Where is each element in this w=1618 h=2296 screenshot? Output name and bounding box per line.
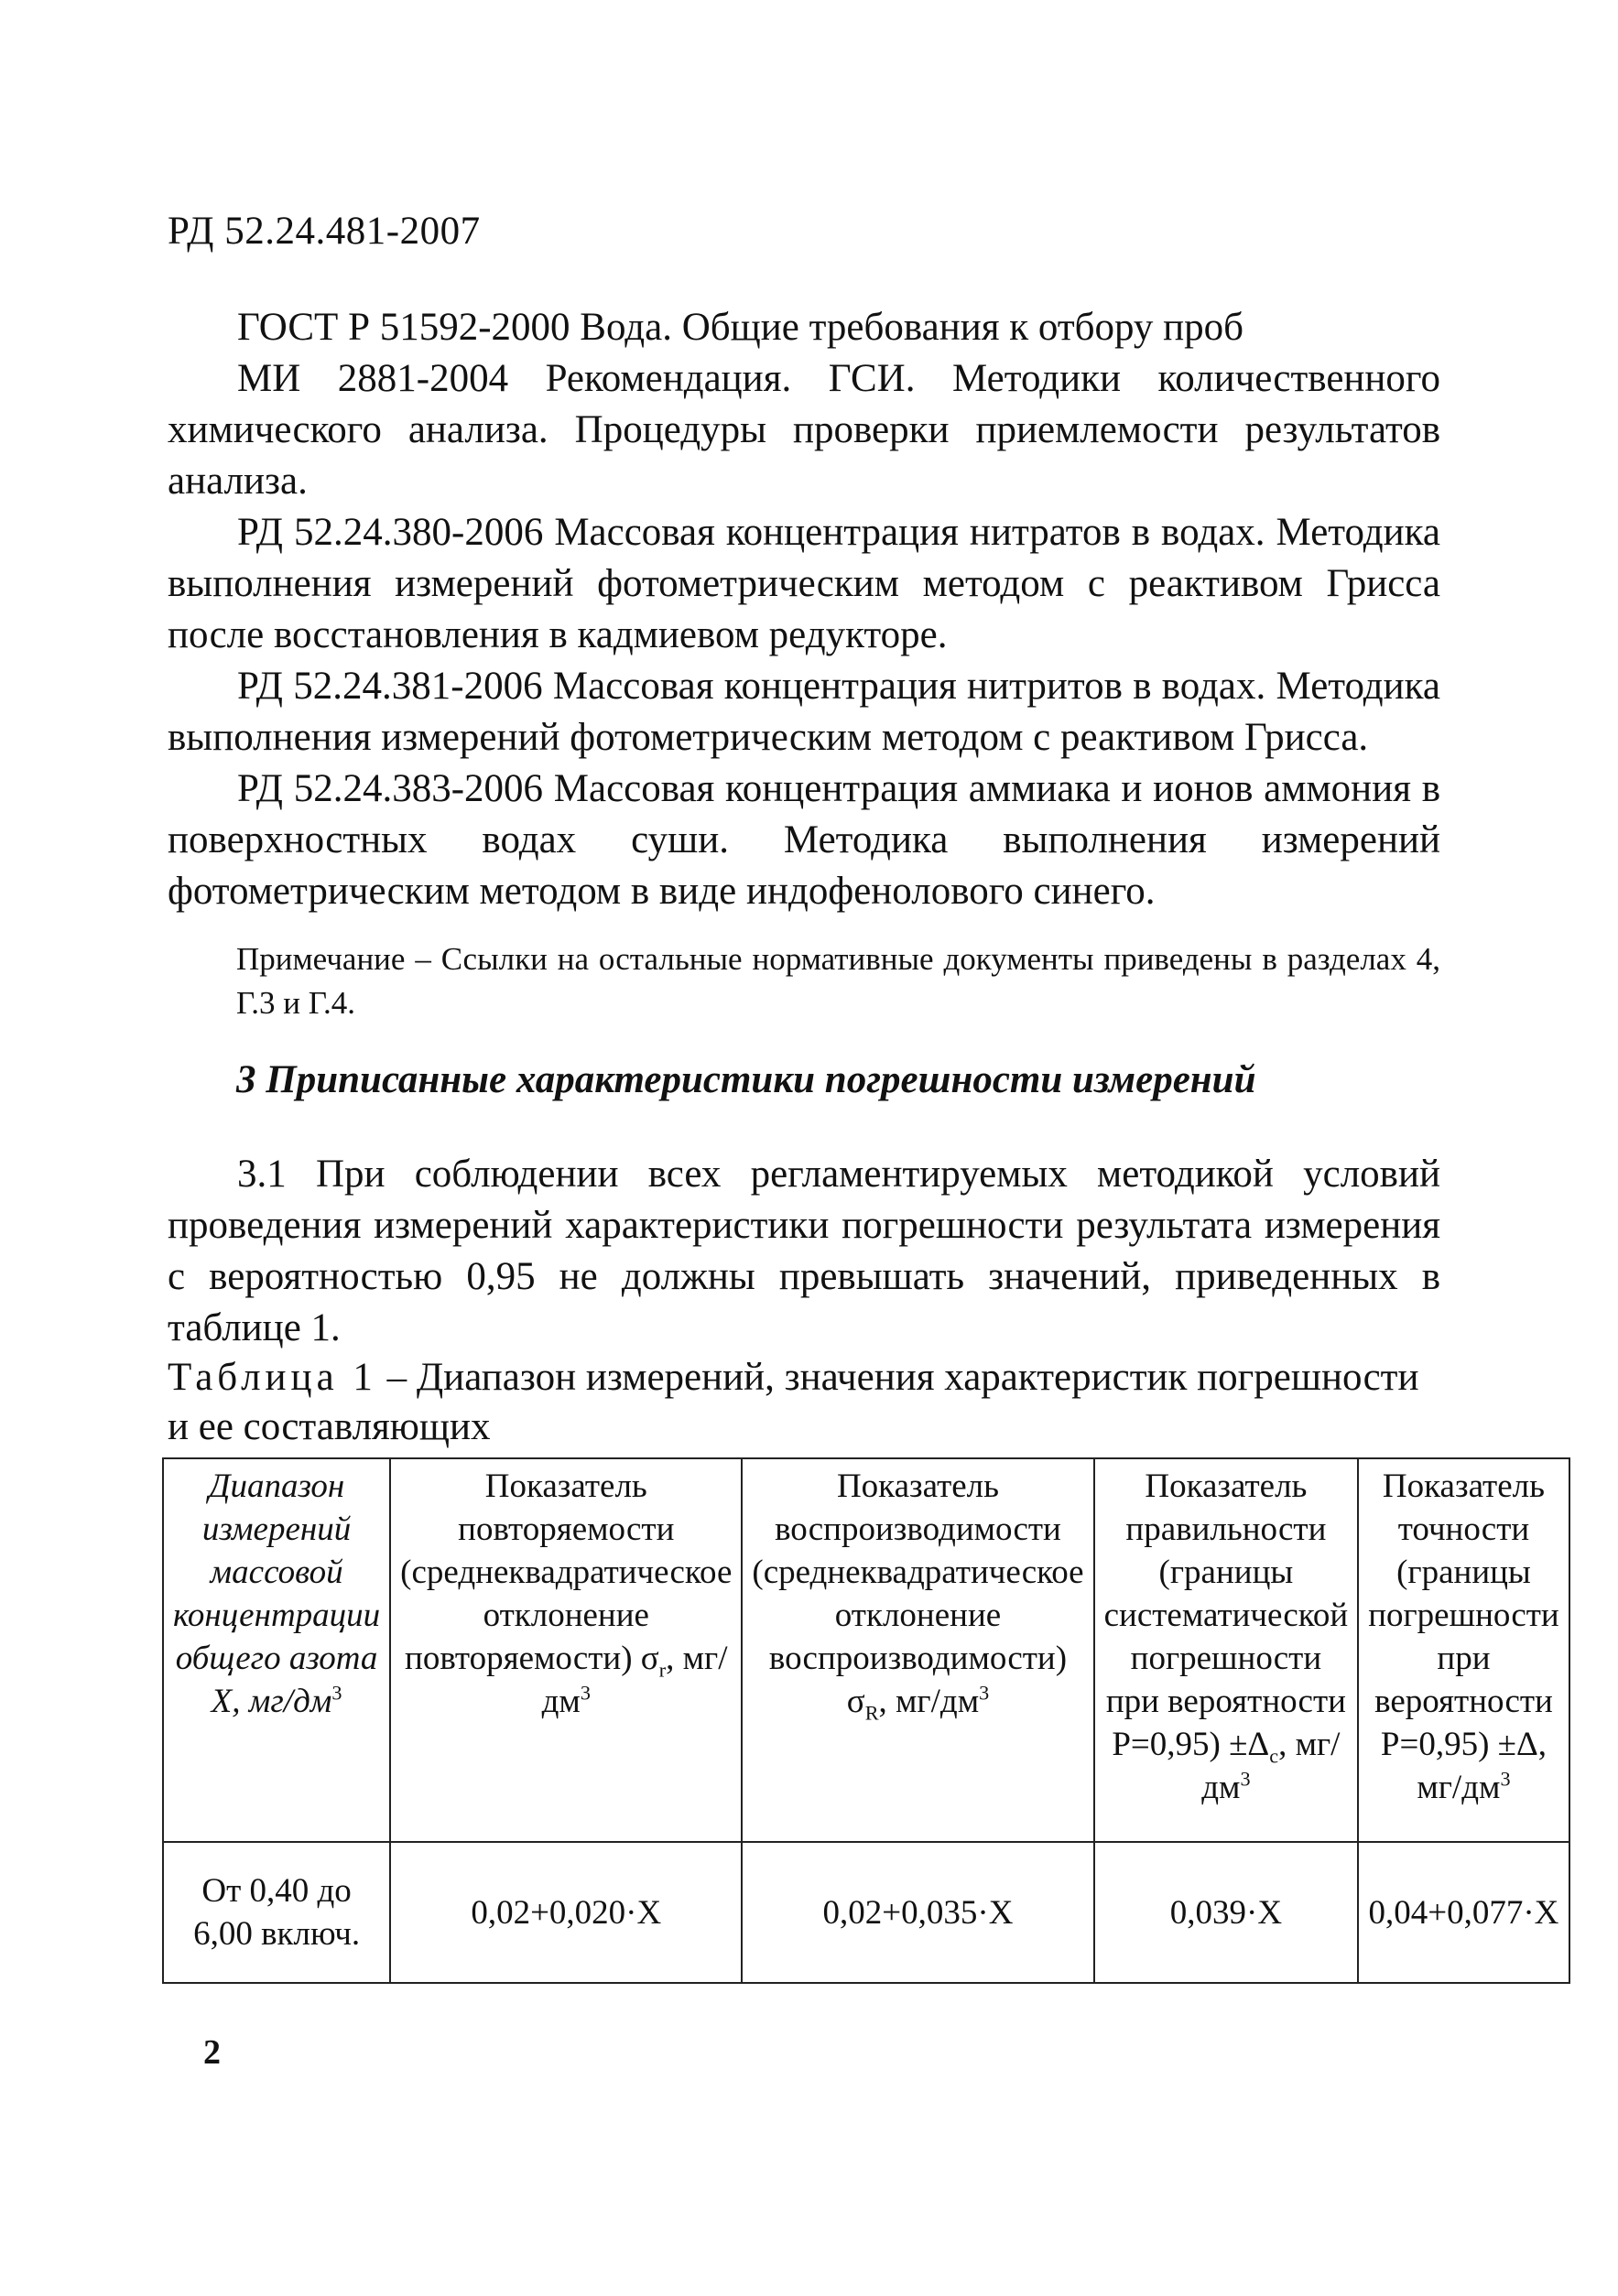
paragraph-3-1: 3.1 При соблюдении всех регламентируемых методикой условий проведения измерений характеристики погрешности результата измерения с вероятностью 0,95 не должны превышать значений, приведенных в таблице 1. [168,1153,1440,1349]
note: Примечание – Ссылки на остальные нормативные документы приведены в разделах 4, Г.3 и Г.4. [236,941,1440,1021]
table-caption-label: Таблица 1 [168,1356,377,1399]
header-accuracy-total: Показатель точности (границы погрешности при вероятности P=0,95) ±Δ, $мг/дм^3$ [1358,1458,1569,1842]
table-header-row [163,1458,1569,1842]
header-accuracy-bias: Показатель правильности (границы систематической погрешности при вероятности $P=0,95) \pm\Delta_c$, $мг/дм^3$ [1094,1458,1359,1842]
table-caption-text: – Диапазон измерений, значения характеристик погрешности и ее составляющих [168,1356,1419,1448]
cell-accuracy-bias: 0,039·X [1094,1842,1359,1983]
reference-item: РД 52.24.383-2006 Массовая концентрация аммиака и ионов аммония в поверхностных водах суши. Методика выполнения измерений фотометрическим методом в виде индофенолового синего. [168,767,1440,913]
header-repeatability: Показатель повторяемости (среднеквадратическое отклонение повторяемости) $\sigma_r$, $мг/дм^3$ [390,1458,742,1842]
document-header-code: РД 52.24.481-2007 [168,210,481,253]
reference-item: РД 52.24.381-2006 Массовая концентрация нитритов в водах. Методика выполнения измерений фотометрическим методом с реактивом Грисса. [168,665,1440,759]
reference-item: МИ 2881-2004 Рекомендация. ГСИ. Методики количественного химического анализа. Процедуры проверки приемлемости результатов анализа. [168,357,1440,503]
table-caption [168,1353,1440,1452]
table-row [163,1842,1569,1983]
cell-accuracy-total: 0,04+0,077·X [1358,1842,1569,1983]
header-reproducibility: Показатель воспроизводимости (среднеквадратическое отклонение воспроизводимости) $\sigma_R$, $мг/дм^3$ [742,1458,1093,1842]
error-characteristics-table [162,1457,1570,1984]
cell-repeatability: 0,02+0,020·X [390,1842,742,1983]
page-number: 2 [203,2033,221,2072]
reference-item: ГОСТ Р 51592-2000 Вода. Общие требования к отбору проб [237,306,1244,349]
cell-range: От 0,40 до 6,00 включ. [163,1842,390,1983]
references-block [168,302,1440,917]
reference-item: РД 52.24.380-2006 Массовая концентрация нитратов в водах. Методика выполнения измерений фотометрическим методом с реактивом Грисса после восстановления в кадмиевом редукторе. [168,511,1440,656]
section-title: 3 Приписанные характеристики погрешности измерений [236,1058,1256,1101]
header-range: Диапазон измерений массовой концентрации общего азота X, $мг/дм^3$ [163,1458,390,1842]
cell-reproducibility: 0,02+0,035·X [742,1842,1093,1983]
